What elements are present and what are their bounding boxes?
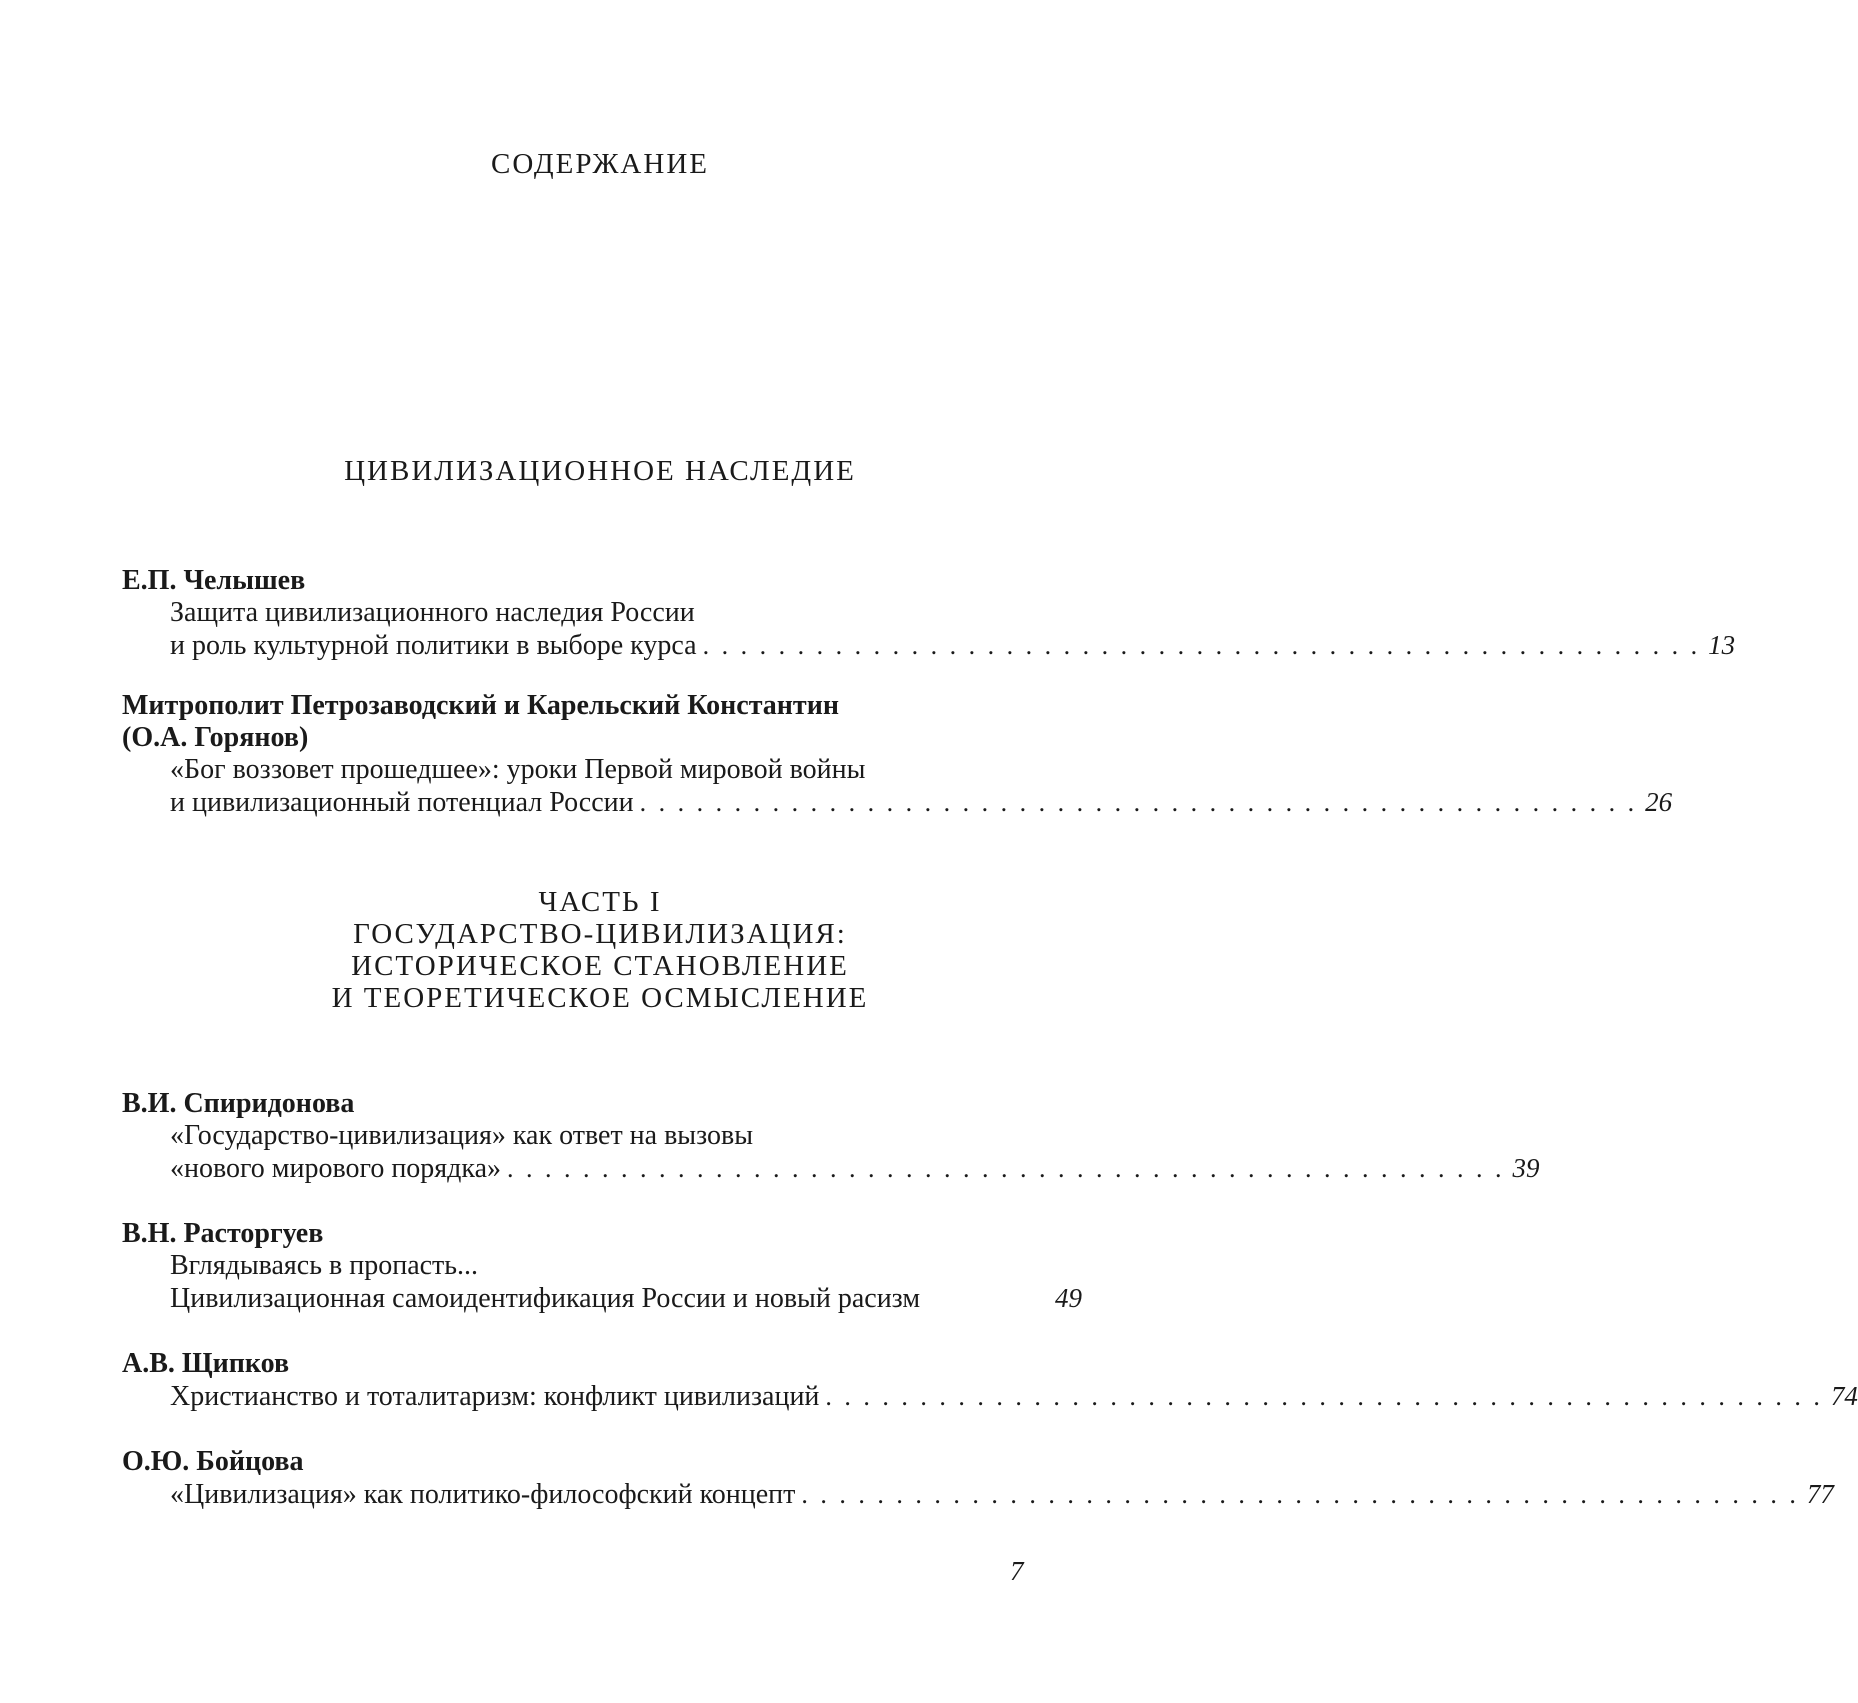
section-title-line: ЧАСТЬ I: [538, 886, 662, 918]
entry-title-text: «нового мирового порядка»: [170, 1153, 502, 1184]
entry-title-line: [122, 786, 1673, 819]
entry-author: В.И. Спиридонова: [122, 1088, 355, 1119]
toc-entry: [122, 1088, 1540, 1185]
entry-title-line: [122, 754, 1082, 786]
entry-page-number: 39: [1512, 1153, 1540, 1183]
entry-author: А.В. Щипков: [122, 1348, 290, 1379]
entry-page-number: 77: [1806, 1479, 1834, 1509]
entry-title-text: Защита цивилизационного наследия России: [170, 597, 695, 628]
section-title-line: ЦИВИЛИЗАЦИОННОЕ НАСЛЕДИЕ: [344, 455, 856, 487]
toc-entry: [122, 565, 1736, 662]
entry-title-text: Цивилизационная самоидентификация России и новый расизм: [170, 1283, 921, 1314]
entry-title-line: [122, 1152, 1540, 1185]
entry-title-text: «Государство-цивилизация» как ответ на вызовы: [170, 1120, 754, 1151]
toc-entry: [122, 690, 1673, 819]
entry-title-line: [122, 629, 1736, 662]
section-title-heritage: [0, 455, 1200, 487]
page-number: 7: [1010, 1556, 1024, 1586]
section-title-line: ИСТОРИЧЕСКОЕ СТАНОВЛЕНИЕ: [351, 950, 849, 982]
toc-entry: [122, 1446, 1834, 1511]
entry-page-number: 49: [1055, 1283, 1082, 1313]
entry-title-text: «Бог воззовет прошедшее»: уроки Первой мировой войны: [170, 754, 866, 785]
entry-title-text: и роль культурной политики в выборе курса: [170, 630, 697, 661]
entry-title-line: [122, 1120, 1082, 1152]
entry-title-line: [122, 1282, 1082, 1315]
entry-title-text: «Цивилизация» как политико-философский концепт: [170, 1479, 796, 1510]
toc-entry: [122, 1348, 1858, 1413]
section-title-line: ГОСУДАРСТВО-ЦИВИЛИЗАЦИЯ:: [353, 918, 847, 950]
entry-page-number: 13: [1708, 630, 1736, 660]
entry-page-number: 74: [1830, 1381, 1858, 1411]
entry-title-line: [122, 1250, 1082, 1282]
section-title-line: И ТЕОРЕТИЧЕСКОЕ ОСМЫСЛЕНИЕ: [331, 982, 869, 1014]
section-title-part1: [0, 886, 1200, 1014]
entry-title-text: Христианство и тоталитаризм: конфликт цивилизаций: [170, 1381, 820, 1412]
dot-leader: . . . . . . . . . . . . . . . . . . . . . . . . . . . . . . . . . . . . . . . . . . . . . . . . . . . . .: [507, 1154, 1505, 1183]
entry-title-line: [122, 597, 1082, 629]
entry-author: В.Н. Расторгуев: [122, 1218, 324, 1249]
dot-leader: . . . . . . . . . . . . . . . . . . . . . . . . . . . . . . . . . . . . . . . . . . . . . . . . . . . . .: [702, 631, 1701, 660]
entry-title-text: и цивилизационный потенциал России: [170, 787, 634, 818]
entry-title-text: Вглядываясь в пропасть...: [170, 1250, 479, 1281]
dot-leader: . . . . . . . . . . . . . . . . . . . . . . . . . . . . . . . . . . . . . . . . . . . . . . . . . . . . .: [801, 1480, 1799, 1509]
contents-title: СОДЕРЖАНИЕ: [491, 148, 709, 180]
entry-author: Е.П. Челышев: [122, 565, 306, 596]
toc-entry: [122, 1218, 1082, 1315]
entry-page-number: 26: [1645, 787, 1673, 817]
entry-author: Митрополит Петрозаводский и Карельский Константин: [122, 690, 839, 721]
dot-leader: . . . . . . . . . . . . . . . . . . . . . . . . . . . . . . . . . . . . . . . . . . . . . . . . . . . . .: [825, 1382, 1823, 1411]
entry-title-line: [122, 1380, 1858, 1413]
entry-author-line2: (О.А. Горянов): [122, 722, 309, 753]
entry-title-line: [122, 1478, 1834, 1511]
entry-author: О.Ю. Бойцова: [122, 1446, 304, 1477]
dot-leader: . . . . . . . . . . . . . . . . . . . . . . . . . . . . . . . . . . . . . . . . . . . . . . . . . . . . .: [639, 788, 1638, 817]
